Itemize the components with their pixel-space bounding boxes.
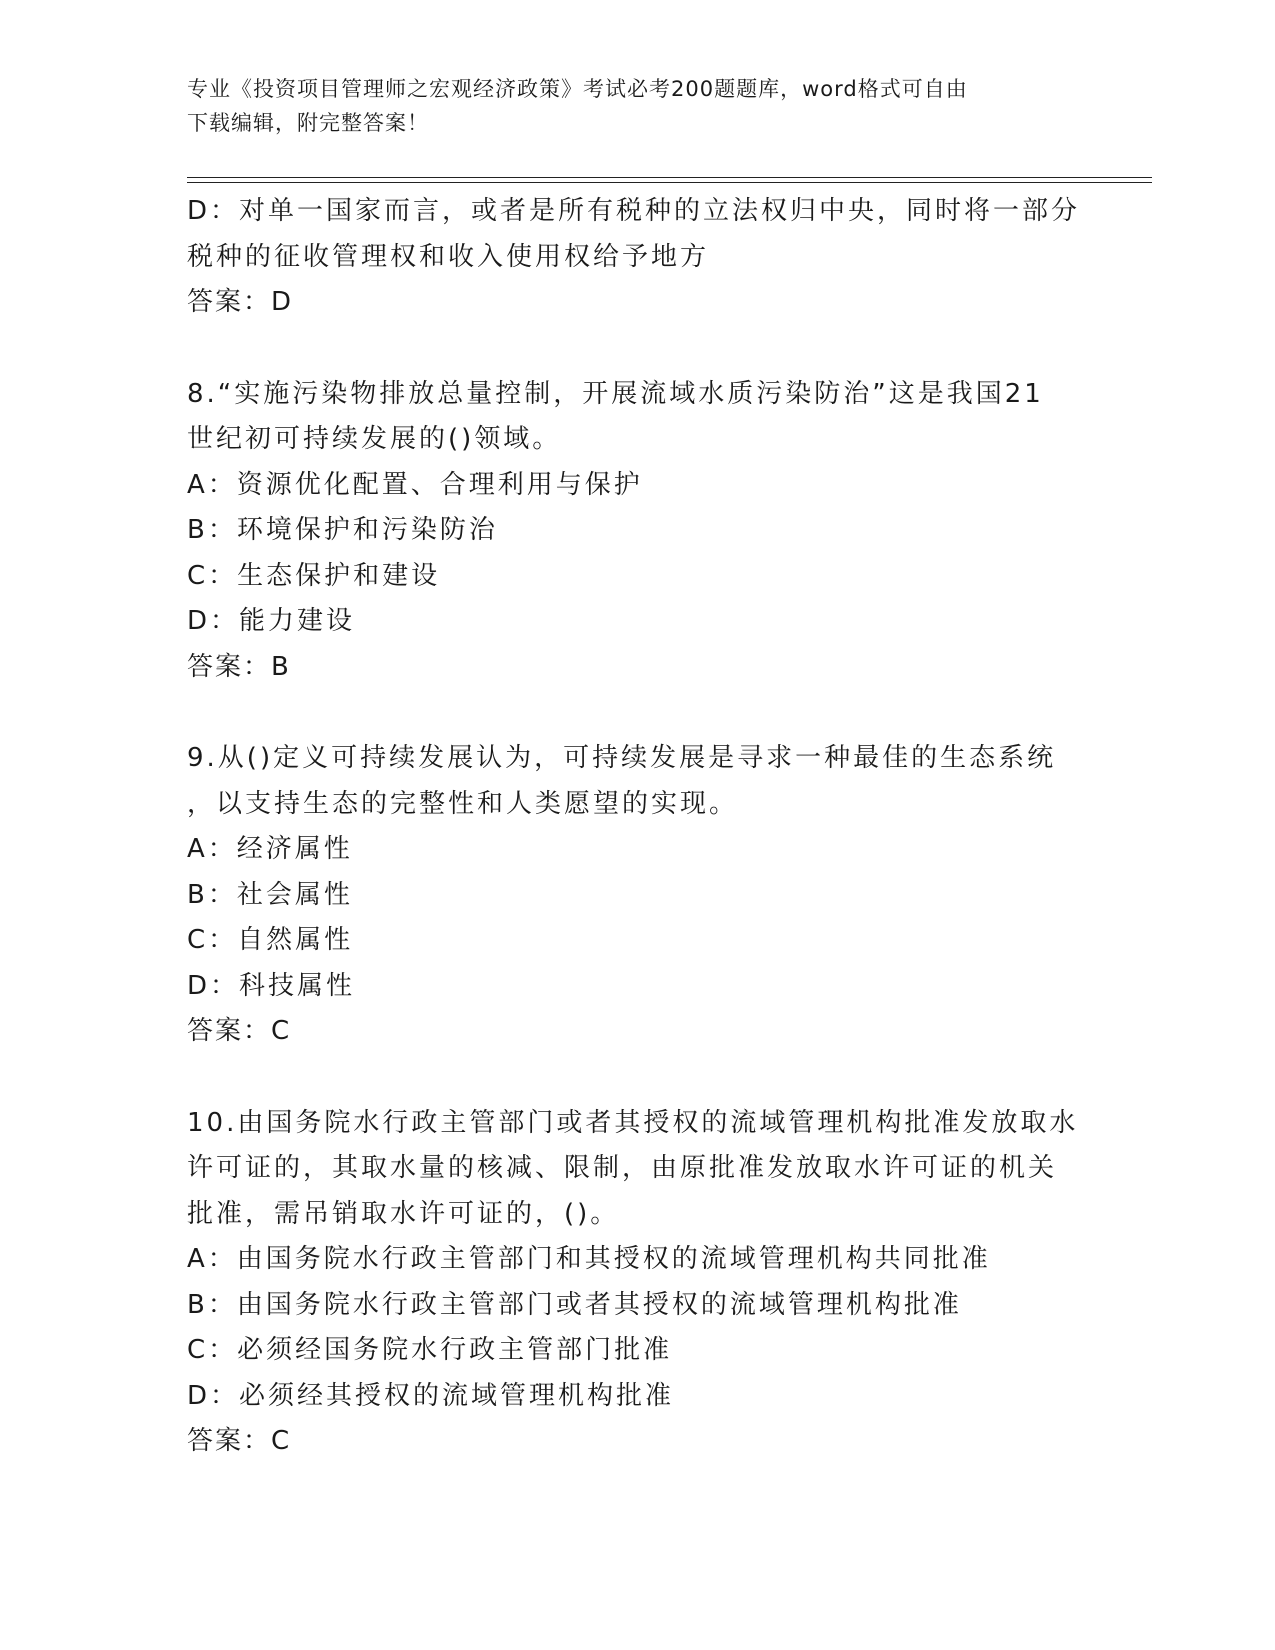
question-8 [187, 372, 1087, 691]
answer: 答案：D [187, 287, 294, 317]
question-stem: ，以支持生态的完整性和人类愿望的实现。 [187, 788, 739, 819]
question-stem: 世纪初可持续发展的()领域。 [187, 424, 562, 454]
question-10 [187, 1101, 1087, 1465]
option-d: D：能力建设 [187, 606, 356, 636]
option-d: D：对单一国家而言，或者是所有税种的立法权归中央，同时将一部分 [187, 196, 1081, 226]
question-stem: 许可证的，其取水量的核减、限制，由原批准发放取水许可证的机关 [187, 1153, 1058, 1183]
document-header [187, 72, 1067, 140]
question-spacer [187, 326, 1087, 372]
question-stem: 8.“实施污染物排放总量控制，开展流域水质污染防治”这是我国21 [187, 378, 1044, 409]
previous-question-tail [187, 189, 1087, 326]
header-line-2: 下载编辑，附完整答案！ [187, 111, 429, 135]
question-spacer [187, 690, 1087, 736]
option-d: D：科技属性 [187, 970, 356, 1001]
option-a: A：由国务院水行政主管部门和其授权的流域管理机构共同批准 [187, 1244, 991, 1274]
header-line-1: 专业《投资项目管理师之宏观经济政策》考试必考200题题库，word格式可自由 [187, 77, 968, 101]
question-spacer [187, 1055, 1087, 1101]
option-d-continued: 税种的征收管理权和收入使用权给予地方 [187, 241, 710, 272]
option-b: B：环境保护和污染防治 [187, 515, 498, 545]
option-d: D：必须经其授权的流域管理机构批准 [187, 1380, 675, 1411]
option-b: B：由国务院水行政主管部门或者其授权的流域管理机构批准 [187, 1289, 962, 1320]
answer: 答案：C [187, 1426, 292, 1456]
option-a: A：经济属性 [187, 834, 353, 864]
option-c: C：自然属性 [187, 925, 354, 955]
question-9 [187, 736, 1087, 1055]
answer: 答案：B [187, 651, 291, 682]
question-stem: 批准，需吊销取水许可证的，()。 [187, 1198, 620, 1229]
question-list [187, 189, 1087, 1465]
option-c: C：必须经国务院水行政主管部门批准 [187, 1335, 673, 1365]
option-c: C：生态保护和建设 [187, 560, 441, 591]
question-stem: 9.从()定义可持续发展认为，可持续发展是寻求一种最佳的生态系统 [187, 743, 1057, 773]
option-a: A：资源优化配置、合理利用与保护 [187, 469, 643, 500]
header-divider-bottom [187, 182, 1152, 183]
answer: 答案：C [187, 1016, 292, 1046]
header-divider-top [187, 177, 1152, 178]
option-b: B：社会属性 [187, 879, 353, 910]
question-stem: 10.由国务院水行政主管部门或者其授权的流域管理机构批准发放取水 [187, 1107, 1079, 1138]
